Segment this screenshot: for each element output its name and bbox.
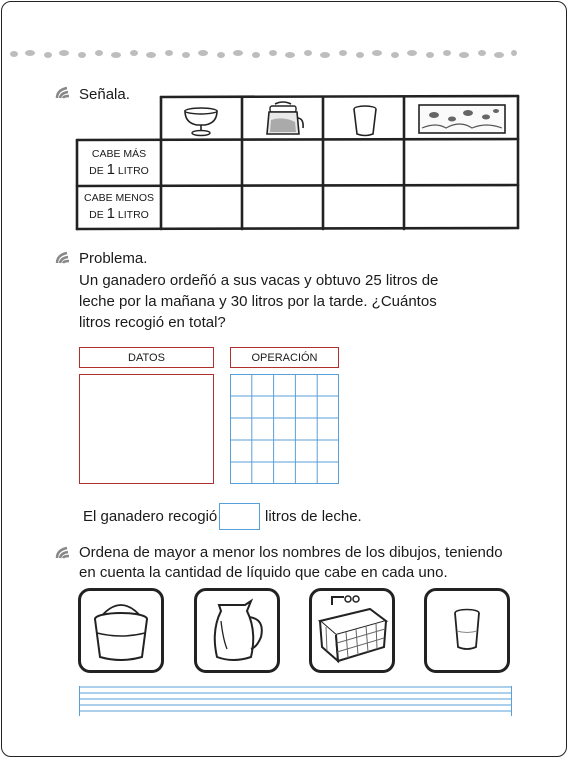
cell-more-aquarium[interactable] — [406, 142, 516, 184]
row-label-less: CABE MENOS DE 1 LITRO — [83, 192, 154, 222]
order-instruction-line: Ordena de mayor a menor los nombres de los dibujos, teniendo — [79, 544, 503, 561]
cell-less-cup[interactable] — [325, 188, 403, 227]
bathtub-icon — [312, 591, 392, 670]
datos-label: DATOS — [79, 347, 214, 368]
row-label-more: CABE MÁS DE 1 LITRO — [89, 148, 149, 178]
operation-grid[interactable] — [230, 374, 339, 484]
cell-more-glass-bowl[interactable] — [163, 142, 241, 184]
cup-icon — [350, 104, 380, 138]
signal-icon — [55, 251, 75, 265]
writing-lines[interactable] — [79, 686, 512, 716]
cell-less-kettle[interactable] — [244, 188, 322, 227]
jug-icon — [197, 591, 277, 670]
problem-line: Un ganadero ordeñó a sus vacas y obtuvo 25 litros de — [79, 272, 439, 289]
glass-icon — [427, 591, 507, 670]
aquarium-icon — [416, 102, 508, 136]
problem-line: leche por la mañana y 30 litros por la tarde. ¿Cuántos — [79, 293, 437, 310]
glass-bowl-icon — [181, 105, 221, 137]
bucket-icon — [81, 591, 161, 670]
cell-less-aquarium[interactable] — [406, 188, 516, 227]
signal-icon — [55, 86, 75, 100]
classification-table — [75, 92, 520, 232]
cell-more-kettle[interactable] — [244, 142, 322, 184]
answer-suffix: litros de leche. — [265, 508, 362, 525]
picture-box-bathtub — [309, 588, 395, 673]
problem-line: litros recogió en total? — [79, 314, 226, 331]
decorative-dots — [6, 47, 518, 61]
picture-box-jug — [194, 588, 280, 673]
answer-input[interactable] — [219, 503, 260, 530]
section-title-problema: Problema. — [79, 250, 148, 267]
signal-icon — [55, 546, 75, 560]
picture-box-bucket — [78, 588, 164, 673]
answer-prefix: El ganadero recogió — [83, 508, 218, 525]
order-instruction-line: en cuenta la cantidad de líquido que cabe en cada uno. — [79, 564, 448, 581]
cell-less-glass-bowl[interactable] — [163, 188, 241, 227]
kettle-icon — [261, 100, 305, 138]
datos-input-area[interactable] — [79, 374, 214, 484]
picture-box-glass — [424, 588, 510, 673]
cell-more-cup[interactable] — [325, 142, 403, 184]
problem-statement — [79, 270, 479, 333]
operacion-label: OPERACIÓN — [230, 347, 339, 368]
section-title-senala: Señala. — [79, 86, 130, 103]
